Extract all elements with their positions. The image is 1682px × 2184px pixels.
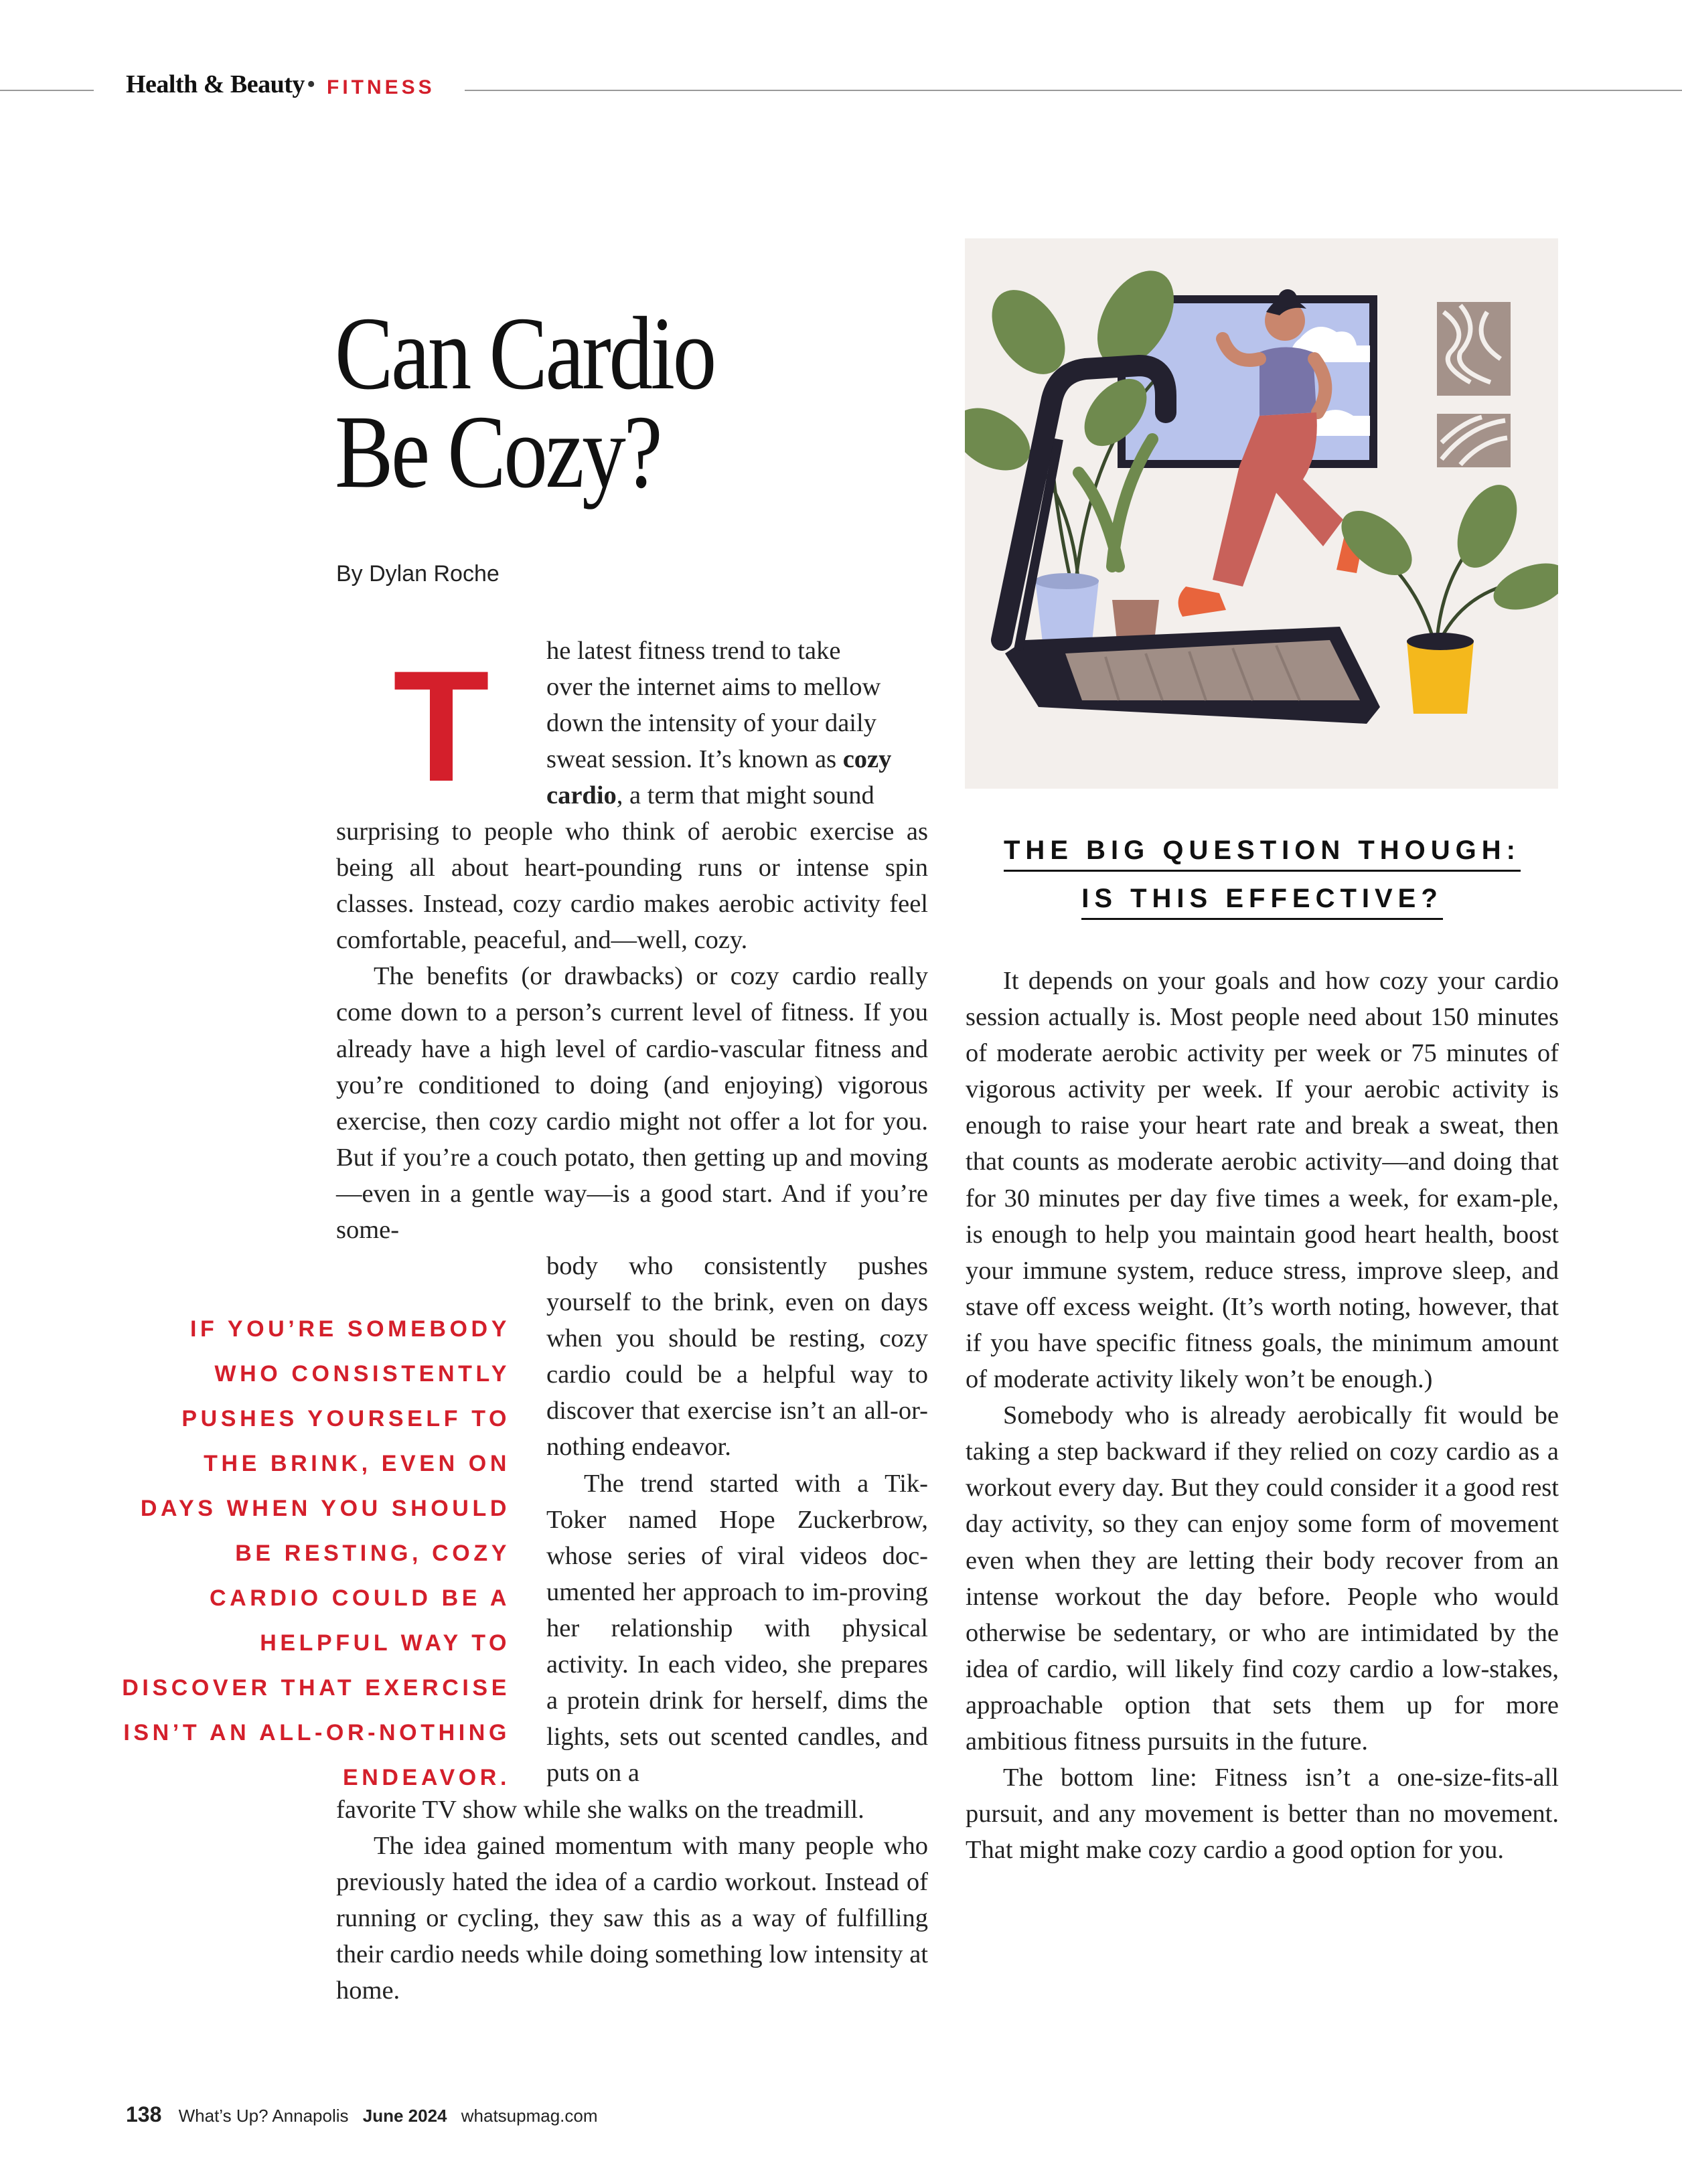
byline: By Dylan Roche: [336, 561, 500, 587]
intro-line: [546, 741, 928, 777]
section-label: Health & Beauty: [126, 70, 305, 98]
body-left-narrow: [546, 1248, 928, 1791]
paragraph: The bottom line: Fitness isn’t a one-size-fits-all pursuit, and any movement is better than no movement. That might make cozy cardio a good option for you.: [966, 1764, 1559, 1865]
title-line-2: Be Cozy?: [335, 393, 661, 510]
paragraph: body who consistently pushes yourself to the brink, even on days when you should be resting, cozy cardio could be a helpful way to discover that exercise isn’t an all-or-nothing endeavor.: [546, 1252, 928, 1462]
intro-text: , a term that might sound: [616, 781, 874, 810]
treadmill-illustration: [965, 238, 1558, 789]
issue-date: June 2024: [362, 2106, 447, 2126]
paragraph: favorite TV show while she walks on the treadmill.: [336, 1796, 864, 1824]
intro-text: sweat session. It’s known as: [546, 745, 843, 774]
body-right: [966, 963, 1559, 1868]
drop-cap-letter: T: [392, 667, 490, 783]
article-title: [335, 295, 841, 510]
plant-pot-yellow: [1407, 640, 1474, 714]
paragraph: The trend started with a Tik-Toker named Hope Zuckerbrow, whose series of viral videos doc-umented her approach to im-proving her relationship with physical activity. In each video, she prepares a protein drink for herself, dims the lights, sets out scented candles, and puts on a: [546, 1469, 928, 1788]
paragraph: It depends on your goals and how cozy your cardio session actually is. Most people need about 150 minutes of moderate aerobic activity per week or 75 minutes of vigorous activity per week. If your aerobic activity is enough to raise your heart rate and break a sweat, then that counts as moderate aerobic activity—and doing that for 30 minutes per day five times a week, for exam-ple, is enough to help you maintain good heart health, boost your immune system, reduce stress, improve sleep, and stave off excess weight. (It’s worth noting, however, that if you have specific fitness goals, the minimum amount of moderate activity likely won’t be enough.): [966, 967, 1559, 1394]
subsection-label: FITNESS: [327, 76, 435, 98]
website-url: whatsupmag.com: [461, 2106, 598, 2126]
intro-line: he latest fitness trend to take: [546, 637, 841, 665]
header-rule-left: [0, 90, 94, 91]
intro-line: [546, 777, 928, 813]
subhead-line-1: THE BIG QUESTION THOUGH:: [1004, 836, 1521, 872]
term-cardio: cardio: [546, 781, 617, 810]
paragraph: surprising to people who think of aerobic exercise as being all about heart-pounding runs or intense spin classes. Instead, cozy cardio makes aerobic activity feel comfortable, peaceful, and—well, cozy.: [336, 817, 928, 955]
body-left-main: [336, 813, 928, 1248]
header-rule-right: [465, 90, 1682, 91]
page-number: 138: [126, 2102, 162, 2126]
publication-name: What’s Up? Annapolis: [178, 2106, 349, 2126]
section-separator: •: [307, 70, 316, 98]
paragraph: The benefits (or drawbacks) or cozy cardio really come down to a person’s current level of fitness. If you already have a high level of cardio-vascular fitness and you’re conditioned to doing (and enjoying) vigorous exercise, then cozy cardio might not offer a lot for you. But if you’re a couch potato, then getting up and moving—even in a gentle way—is a good start. And if you’re some-: [336, 962, 928, 1245]
pull-quote: IF YOU’RE SOMEBODY WHO CONSISTENTLY PUSHES YOURSELF TO THE BRINK, EVEN ON DAYS WHEN YOU SHOULD BE RESTING, COZY CARDIO COULD BE A HELPFUL WAY TO DISCOVER THAT EXERCISE ISN’T AN ALL-OR-NOTHING ENDEAVOR.: [122, 1316, 510, 1790]
subhead-line-2: IS THIS EFFECTIVE?: [1081, 884, 1443, 920]
intro-lines: [546, 633, 928, 813]
paragraph: Somebody who is already aerobically fit would be taking a step backward if they relied on cozy cardio as a workout every day. But they could consider it a good rest day activity, so they can enjoy some form of movement even when they are letting their body recover from an intense workout the day before. People who would otherwise be sedentary, or who are intimidated by the idea of cardio, will likely find cozy cardio a low-stakes, approachable option that sets them up for more ambitious fitness pursuits in the future.: [966, 1401, 1559, 1756]
intro-line: down the intensity of your daily: [546, 709, 876, 738]
body-left-bottom: [336, 1792, 928, 2009]
title-line-1: Can Cardio: [335, 295, 714, 411]
term-cozy: cozy: [842, 745, 892, 774]
drop-cap: [392, 667, 490, 783]
page-footer: [126, 2102, 598, 2127]
paragraph: The idea gained momentum with many people who previously hated the idea of a cardio workout. Instead of running or cycling, they saw this as a way of fulfilling their cardio needs while doing something low intensity at home.: [336, 1832, 928, 2005]
section-subhead: [966, 836, 1559, 920]
intro-line: over the internet aims to mellow: [546, 673, 881, 702]
